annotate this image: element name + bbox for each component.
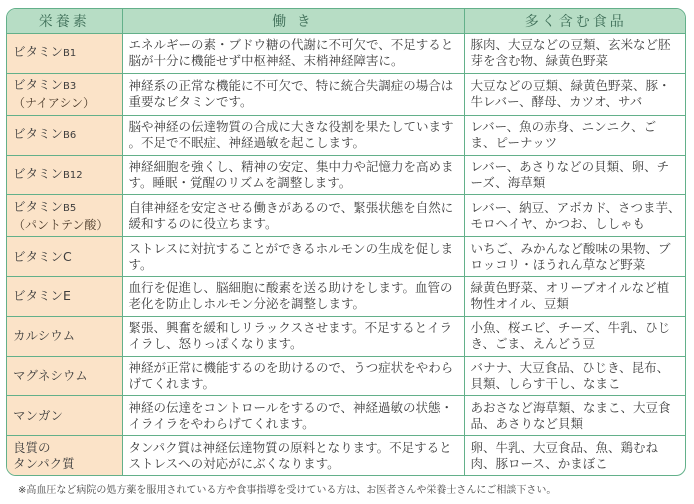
nutrient-foods: レバー、魚の赤身、ニンニク、ごま、ピーナッツ — [464, 115, 686, 155]
nutrient-function: 神経の伝達をコントロールをするので、神経過敏の状態・イライラをやわらげてくれます。 — [122, 396, 464, 436]
header-row — [7, 9, 686, 34]
nutrient-function: 自律神経を安定させる働きがあるので、緊張状態を自然に緩和するのに役立ちます。 — [122, 195, 464, 237]
nutrient-name: ビタミンB3 （ナイアシン） — [7, 73, 122, 115]
nutrient-foods: レバー、あさりなどの貝類、卵、チーズ、海草類 — [464, 155, 686, 195]
table-row — [7, 316, 686, 356]
nutrient-function: 神経細胞を強くし、精神の安定、集中力や記憶力を高めます。睡眠・覚醒のリズムを調整します。 — [122, 155, 464, 195]
nutrient-foods: 小魚、桜エビ、チーズ、牛乳、ひじき、ごま、えんどう豆 — [464, 316, 686, 356]
nutrient-name: ビタミンB1 — [7, 34, 122, 74]
table-row — [7, 396, 686, 436]
nutrient-function: 緊張、興奮を緩和しリラックスさせます。不足するとイライラし、怒りっぽくなります。 — [122, 316, 464, 356]
table-row — [7, 436, 686, 475]
nutrient-foods: 緑黄色野菜、オリーブオイルなど植物性オイル、豆類 — [464, 277, 686, 317]
table-row — [7, 115, 686, 155]
nutrient-function: ストレスに対抗することができるホルモンの生成を促します。 — [122, 237, 464, 277]
nutrient-function: 脳や神経の伝達物質の合成に大きな役割を果たしています 。不足で不眠症、神経過敏を起こします。 — [122, 115, 464, 155]
nutrient-function: 血行を促進し、脳細胞に酸素を送る助けをします。血管の老化を防止しホルモン分泌を調整します。 — [122, 277, 464, 317]
nutrient-function: 神経が正常に機能するのを助けるので、うつ症状をやわらげてくれます。 — [122, 356, 464, 396]
nutrient-table — [7, 9, 686, 475]
table-row — [7, 155, 686, 195]
nutrient-function: エネルギーの素・ブドウ糖の代謝に不可欠で、不足すると脳が十分に機能せず中枢神経、末梢神経障害に。 — [122, 34, 464, 74]
header-function: 働 き — [122, 9, 464, 34]
nutrient-foods: 豚肉、大豆などの豆類、玄米など胚芽を含む物、緑黄色野菜 — [464, 34, 686, 74]
nutrient-name: ビタミンB5 （パントテン酸） — [7, 195, 122, 237]
footnote: ※高血圧など病院の処方薬を服用されている方や食事指導を受けている方は、お医者さんや栄養士さんにご相談下さい。 — [18, 485, 557, 496]
nutrient-function: タンパク質は神経伝達物質の原料となります。不足するとストレスへの対応がにぶくなります。 — [122, 436, 464, 475]
table-row — [7, 237, 686, 277]
nutrient-name: ビタミンC — [7, 237, 122, 277]
nutrient-name: ビタミンB6 — [7, 115, 122, 155]
table-row — [7, 73, 686, 115]
nutrient-foods: いちご、みかんなど酸味の果物、ブロッコリ・ほうれん草など野菜 — [464, 237, 686, 277]
nutrient-name: 良質の タンパク質 — [7, 436, 122, 475]
nutrient-name: カルシウム — [7, 316, 122, 356]
table-row — [7, 277, 686, 317]
header-foods: 多く含む食品 — [464, 9, 686, 34]
nutrient-foods: あおさなど海草類、なまこ、大豆食品、あさりなど貝類 — [464, 396, 686, 436]
table-row — [7, 356, 686, 396]
nutrient-table-frame — [6, 8, 686, 476]
nutrient-foods: 卵、牛乳、大豆食品、魚、鶏むね肉、豚ロース、かまぼこ — [470, 439, 659, 471]
nutrient-foods: バナナ、大豆食品、ひじき、昆布、貝類、しらす干し、なまこ — [464, 356, 686, 396]
nutrient-function: 神経系の正常な機能に不可欠で、特に統合失調症の場合は重要なビタミンです。 — [122, 73, 464, 115]
table-row — [7, 195, 686, 237]
nutrient-name: ビタミンE — [7, 277, 122, 317]
nutrient-foods: 大豆などの豆類、緑黄色野菜、豚・牛レバー、酵母、カツオ、サバ — [464, 73, 686, 115]
nutrient-name: マンガン — [7, 396, 122, 436]
nutrient-name: マグネシウム — [7, 356, 122, 396]
table-row — [7, 34, 686, 74]
header-nutrient: 栄養素 — [7, 9, 122, 34]
nutrient-foods: レバー、納豆、アボカド、さつま芋、モロヘイヤ、かつお、ししゃも — [464, 195, 686, 237]
nutrient-name: ビタミンB12 — [7, 155, 122, 195]
